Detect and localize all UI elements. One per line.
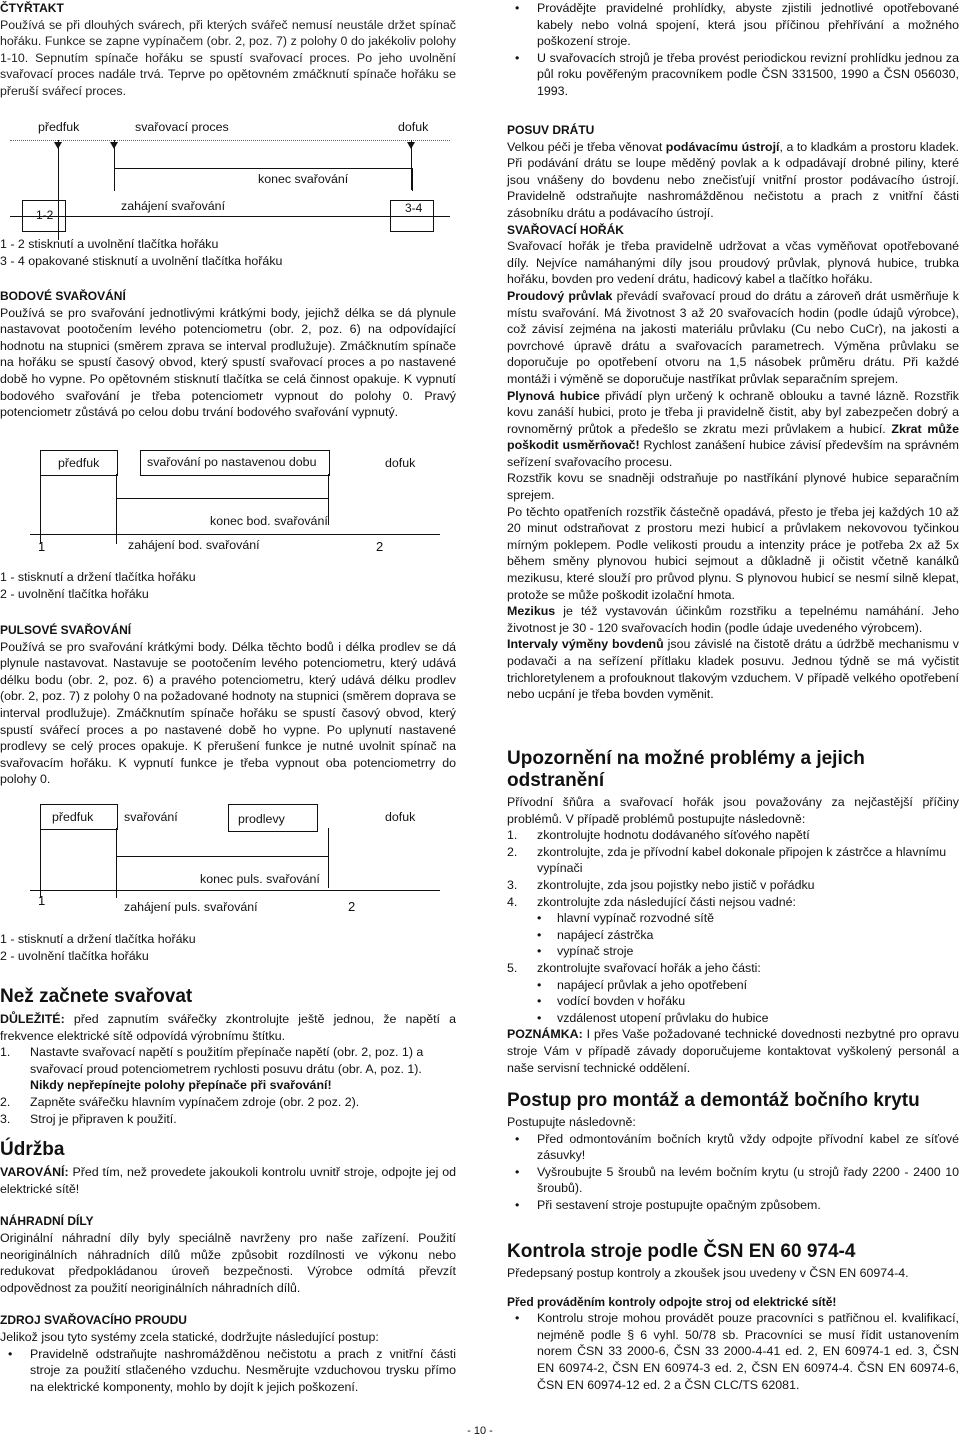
nahradni-title: NÁHRADNÍ DÍLY	[0, 1214, 94, 1229]
diagram1-top-line	[10, 140, 450, 141]
diagram2-n1: 1	[38, 539, 46, 554]
pulsove-text: Používá se pro svařování krátkými body. Délka těchto bodů i délka prodlev se dá plynule nastavovat. Nastavuje se pootočením levého potenciometru, který udává délku bodu (obr. 2, poz. 6) a pravého potenciometru, který udává délku prodlev (obr. 2, poz. 7) z polohy 0 na požadované hodnoty na stupnici (směrem doprava se interval prodlužuje). Zmáčknutím spínače hořáku se spustí časový obvod, který spustí svářecí proces a po nastavené době ho vypne. Po uplynutí nastavené prodlevy se celý proces opakuje. K přerušení funkce je nutné uvolnit spínač na svařovacím hořáku. K vypnutí funkce je třeba vypnout oba potenciometrry do polohy 0.	[0, 639, 456, 787]
intervaly-text: jsou závislé na čistotě drátu a údržbě mechanismu v podavači a na seřízení přítlaku kladek posuvu. Jednou týdně se má vyčistit trichloretylenem a profouknout tlakovým vzduchem. V případě velkého opotřebení nebo ucpání je třeba bovden vyměnit.	[507, 637, 959, 702]
item-number: 3.	[507, 877, 518, 892]
step-number: 1.	[0, 1045, 11, 1060]
hubice-paragraph	[507, 388, 959, 471]
diagram2-n2: 2	[376, 539, 384, 554]
diagram3-legend-2: 2 - uvolnění tlačítka hořáku	[0, 948, 149, 963]
mezikus-label: Mezikus	[507, 604, 556, 619]
list-item	[507, 827, 959, 844]
ctyrtakt-text: Používá se při dlouhých svárech, při kterých svářeč nemusí neustále držet spínač hořáku. Funkce se zapne vypínačem (obr. 2, poz. 7) z polohy 0 do jakékoliv polohy 1-10. Sepnutím spínače hořáku se spustí svařovací proces. Po jeho uvolnění svařovací proces nadále trvá. Teprve po opětovném zmáčknutí spínače hořáku se přeruší svářecí proces.	[0, 17, 456, 98]
zdroj-text: Jelikož jsou tyto systémy zcela statické, dodržujte následující postup:	[0, 1329, 379, 1344]
diagram3-svarovani: svařování	[124, 810, 178, 824]
zdroj-list	[0, 1346, 456, 1396]
list-item	[0, 1044, 456, 1094]
diagram3-konec: konec puls. svařování	[200, 872, 320, 886]
list-item	[507, 844, 959, 877]
dulezite-text: před zapnutím svářečky zkontrolujte ještě jednou, že napětí a frekvence elektrické sítě odpovídá výrobnímu štítku.	[0, 1012, 456, 1043]
page-number: - 10 -	[467, 1425, 493, 1437]
postup-list	[507, 1131, 959, 1214]
zdroj-title: ZDROJ SVAŘOVACÍHO PROUDU	[0, 1313, 187, 1328]
diagram3-dofuk: dofuk	[385, 810, 416, 824]
item-text: zkontrolujte, zda je přívodní kabel dokonale připojen k zástrčce a hlavnímu vypínači	[537, 844, 947, 876]
item-number: 1.	[507, 828, 518, 843]
item-text: zkontrolujte hodnotu dodávaného síťového napětí	[537, 828, 810, 843]
posuv-title: POSUV DRÁTU	[507, 123, 595, 137]
diagram1-legend-1: 1 - 2 stisknutí a uvolnění tlačítka hořáku	[0, 237, 219, 251]
list-item: • Kontrolu stroje mohou provádět pouze pracovníci s patřičnou el. kvalifikací, nejméně podle § 6 vyhl. 50/78 sb. Pracovníci se musí řídit ustanovením norem ČSN 33 2000-6, ČSN 33 2000-4-41 ed. 2, EN 60974-1 ed. 3, ČSN EN 60974-2, ČSN EN 60974-3 ed. 2, ČSN EN 60974-4. ČSN EN 60974-6, ČSN EN 60974-12 ed. 2 a ČSN CLC/TS 62081.	[507, 1310, 959, 1393]
intervaly-label: Intervaly výměny bovdenů	[507, 637, 664, 652]
item-text: zkontrolujte svařovací hořák a jeho části:	[537, 960, 761, 975]
step-text: Zapněte svářečku hlavním vypínačem zdroje (obr. 2 poz. 2).	[30, 1094, 360, 1109]
horak-text: Svařovací hořák je třeba pravidelně udržovat a včas vyměňovat opotřebované díly. Nejvíce namáhanými díly jsou proudový průvlak, plynová hubice, trubka hořáku, bovden pro vedení drátu, hadicový kabel a tlačítko hořáku.	[507, 239, 959, 287]
problems-list	[507, 827, 959, 910]
arrow-down-icon	[110, 142, 118, 149]
list-item: • vodící bovden v hořáku	[507, 993, 959, 1010]
diagram3-n2: 2	[348, 899, 356, 914]
pruvlak-text: převádí svařovací proud do drátu a zároveň drát usměrňuje k místu svařování. Má životnost 3 až 20 svařovacích hodin (podle údajů výrobce), což závisí zejména na jakosti materiálu průvlaku (Cu nebo CuCr), na jakosti a povrchové úpravě drátu a svařovacích parametrech. Výměna průvlaku se doporučuje po opotřebení otvoru na 1,5 násobek průměru drátu. Při každé montáži i výměně se doporučuje nastříkat průvlak separačním sprejem.	[507, 288, 959, 386]
list-item: • Při sestavení stroje postupujte opačným způsobem.	[507, 1197, 959, 1214]
problems-list	[507, 960, 959, 977]
mezikus-paragraph	[507, 603, 959, 636]
diagram3-zahajeni: zahájení puls. svařování	[124, 900, 258, 914]
bodove-text: Používá se pro svařování jednotlivými krátkými body, jejichž délka se dá plynule nastavovat pootočením levého potenciometru (obr. 2, poz. 6) na odpovídající hodnotu na stupnici (směrem zprava se interval prodlužuje). Zmáčknutím spínače na hořáku se spustí časový obvod, který spustí svařovací proces a po nastavené době ho vypne. Po opětovném stisknutí tlačítka se celá činnost opakuje. K vypnutí bodového svařování je třeba potenciometr vypnout do polohy 0. Pravý potenciometr zůstává po celou dobu trvání bodového svařování vypnutý.	[0, 305, 456, 420]
diagram1-n12: 1-2	[36, 208, 54, 222]
pruvlak-label: Proudový průvlak	[507, 288, 613, 303]
po-techto-text: Po těchto opatřeních rozstřik částečně opadává, přesto je třeba jej každých 10 až 20 minut odstraňovat z prostoru mezi hubicí a průvlakem nekovovou tyčinkou mírným poklepem. Podle velikosti proudu a intenzity práce je potřeba 2x až 5x během směny plynovou hubici sejmout a důkladně ji očistit včetně kanálků mezikusu, které slouží pro průvod plynu. S plynovou hubicí se nesmí silně klepat, protože se může poškodit izolační hmota.	[507, 504, 959, 602]
kontrola-title: Kontrola stroje podle ČSN EN 60 974-4	[507, 1241, 856, 1262]
horak-title: SVAŘOVACÍ HOŘÁK	[507, 222, 624, 237]
list-item: • Vyšroubujte 5 šroubů na levém bočním krytu (u strojů řady 2200 - 2400 10 šroubů).	[507, 1164, 959, 1197]
diagram1-konec: konec svařování	[258, 172, 349, 186]
arrow-down-icon	[407, 142, 415, 149]
mezikus-text: je též vystavován účinkům rozstřiku a tepelnému namáhání. Jeho životnost je 30 - 120 svařovacích hodin (podle údaje uvedeného výrobcem).	[507, 604, 959, 635]
diagram3-baseline	[30, 890, 440, 891]
diagram1-zahajeni: zahájení svařování	[121, 199, 226, 213]
step-text: Stroj je připraven k použití.	[30, 1111, 177, 1126]
diagram1-predfuk: předfuk	[38, 120, 80, 134]
upozorneni-text: Přívodní šňůra a svařovací hořák jsou považovány za nejčastější příčiny problémů. V případě problémů postupujte následovně:	[507, 795, 959, 826]
diagram1-proces: svařovací proces	[135, 120, 229, 134]
poznamka-paragraph	[507, 1026, 959, 1076]
item-text: zkontrolujte, zda jsou pojistky nebo jistič v pořádku	[537, 877, 815, 892]
rozstrik-text: Rozstřik kovu se snadněji odstraňuje po nastříkání plynové hubice separačním sprejem.	[507, 471, 959, 503]
diagram2-legend-1: 1 - stisknutí a držení tlačítka hořáku	[0, 570, 196, 584]
pred-list	[507, 1310, 959, 1393]
top-bullets	[507, 0, 959, 100]
list-item: • Před odmontováním bočních krytů vždy odpojte přívodní kabel ze síťové zásuvky!	[507, 1131, 959, 1164]
problems-sublist	[507, 910, 959, 960]
list-item: • napájecí zástrčka	[507, 927, 959, 944]
list-item: • vypínač stroje	[507, 943, 959, 960]
pulsove-title: PULSOVÉ SVAŘOVÁNÍ	[0, 623, 132, 637]
list-item	[0, 1094, 456, 1111]
bodove-diagram	[0, 448, 456, 560]
pred-title: Před prováděním kontroly odpojte stroj od elektrické sítě!	[507, 1294, 837, 1309]
udrzba-title: Údržba	[0, 1139, 65, 1161]
postup-text: Postupujte následovně:	[507, 1115, 636, 1129]
pruvlak-paragraph	[507, 288, 959, 388]
zkrat-label: Zkrat může poškodit usměrňovač!	[507, 421, 960, 453]
poznamka-label: POZNÁMKA:	[507, 1027, 583, 1042]
list-item: • hlavní vypínač rozvodné sítě	[507, 910, 959, 927]
diagram2-dofuk: dofuk	[385, 456, 416, 470]
diagram3-predfuk: předfuk	[52, 810, 94, 824]
nahradni-text: Originální náhradní díly byly speciálně navrženy pro naše zařízení. Použití neoriginálních náhradních dílů může způsobit rozdílnosti ve výkonu nebo redukovat předpokládanou úroveň bezpečnosti. Výrobce odmítá převzít odpovědnost za použití neoriginálních náhradních dílů.	[0, 1230, 456, 1295]
intervaly-paragraph	[507, 636, 959, 702]
list-item: • vzdálenost utopení průvlaku do hubice	[507, 1010, 959, 1027]
diagram2-legend-2: 2 - uvolnění tlačítka hořáku	[0, 586, 149, 601]
item-text: zkontrolujte zda následující části nejsou vadné:	[537, 894, 796, 909]
posuv-paragraph	[507, 139, 959, 222]
ctyrtakt-diagram	[0, 116, 456, 246]
diagram2-proces: svařování po nastavenou dobu	[147, 455, 317, 469]
list-item	[0, 1111, 456, 1128]
dulezite-label: DŮLEŽITÉ:	[0, 1012, 65, 1026]
steps-list	[0, 1044, 456, 1127]
step-number: 2.	[0, 1094, 11, 1109]
step-text: Nastavte svařovací napětí s použitím přepínače napětí (obr. 2, poz. 1) a svařovací proud potenciometrem rychlosti posuvu drátu (obr. A, poz. 1).	[30, 1045, 424, 1076]
dulezite-paragraph	[0, 1011, 456, 1044]
step-number: 3.	[0, 1111, 11, 1126]
poznamka-text: I přes Vaše požadované technické dovednosti nezbytné pro opravu stroje Vám v případě závady doporučujeme kontaktovat vyškolený personál a naše servisní technické oddělení.	[507, 1027, 959, 1075]
diagram2-baseline	[30, 534, 440, 535]
diagram3-n1: 1	[38, 893, 46, 908]
diagram2-predfuk: předfuk	[58, 456, 100, 470]
problems-sublist	[507, 977, 959, 1027]
step-warning: Nikdy nepřepínejte polohy přepínače při svařování!	[30, 1078, 332, 1093]
posuv-text: Velkou péči je třeba věnovat	[507, 139, 666, 154]
diagram2-zahajeni: zahájení bod. svařování	[128, 538, 260, 552]
ctyrtakt-title: ČTYŘTAKT	[0, 1, 64, 15]
list-item	[507, 960, 959, 977]
bodove-title: BODOVÉ SVAŘOVÁNÍ	[0, 289, 126, 303]
upozorneni-title: Upozornění na možné problémy a jejich odstranění	[507, 748, 865, 791]
list-item: • Provádějte pravidelné prohlídky, abyste zjistili jednotlivé opotřebované kabely nebo volná spojení, která jsou příčinou přehřívání a možného poškození stroje.	[507, 0, 959, 50]
diagram1-baseline	[10, 216, 450, 217]
diagram1-dofuk: dofuk	[398, 120, 429, 134]
posuv-text: , a to kladkám a prostoru kladek. Při podávání drátu se loupe měděný povlak a k odpadávají drobné piliny, které jsou vnášeny do bovdenu nebo znečisťují vnitřní prostor podávacího ústrojí. Pravidelně odstraňujte nashromážděnou nečistotu a prach z vnitřní části zásobníku drátu a podávacího ústrojí.	[507, 139, 959, 220]
zkrat-text: Rychlost zanášení hubice závisí především na správném seřízení svařovacího procesu.	[507, 438, 959, 469]
diagram1-legend-2: 3 - 4 opakované stisknutí a uvolnění tlačítka hořáku	[0, 253, 283, 268]
posuv-highlight: podávacímu ústrojí	[665, 139, 780, 154]
item-number: 4.	[507, 894, 518, 909]
varovani-paragraph	[0, 1164, 456, 1197]
varovani-label: VAROVÁNÍ:	[0, 1165, 69, 1180]
list-item: • U svařovacích strojů je třeba provést periodickou revizní prohlídku jednou za půl roku pověřeným pracovníkem podle ČSN 331500, 1990 a ČSN 056030, 1993.	[507, 50, 959, 100]
varovani-text: Před tím, než provedete jakoukoli kontrolu uvnitř stroje, odpojte jej od elektrické sítě!	[0, 1165, 456, 1196]
pulsove-diagram	[0, 802, 456, 914]
list-item: • napájecí průvlak a jeho opotřebení	[507, 977, 959, 994]
list-item	[507, 894, 959, 911]
diagram3-vline	[40, 828, 41, 898]
postup-title: Postup pro montáž a demontáž bočního krytu	[507, 1090, 920, 1111]
nez-title: Než začnete svařovat	[0, 986, 193, 1007]
item-number: 5.	[507, 960, 518, 975]
diagram1-n34: 3-4	[405, 201, 423, 215]
kontrola-text: Předepsaný postup kontroly a zkoušek jsou uvedeny v ČSN EN 60974-4.	[507, 1266, 909, 1280]
list-item	[507, 877, 959, 894]
item-number: 2.	[507, 844, 518, 859]
arrow-down-icon	[54, 142, 62, 149]
diagram2-konec: konec bod. svařování	[210, 514, 328, 528]
diagram3-prodlevy: prodlevy	[238, 812, 285, 826]
list-item: • Pravidelně odstraňujte nashromážděnou nečistotu a prach z vnitřní části stroje za použití stlačeného vzduchu. Nesměrujte vzduchovou trysku přímo na elektrické komponenty, mohlo by dojít k jejich poškození.	[0, 1346, 456, 1396]
hubice-text: přivádí plyn určený k ochraně oblouku a tavné lázně. Rozstřik kovu zanáší hubici, proto je třeba ji pravidelně čistit, aby byl zabezpečen dobrý a rovnoměrný průtok a předešlo se zkratu mezi průvlakem a hubicí.	[507, 388, 959, 436]
hubice-label: Plynová hubice	[507, 388, 600, 403]
diagram3-legend-1: 1 - stisknutí a držení tlačítka hořáku	[0, 932, 196, 946]
